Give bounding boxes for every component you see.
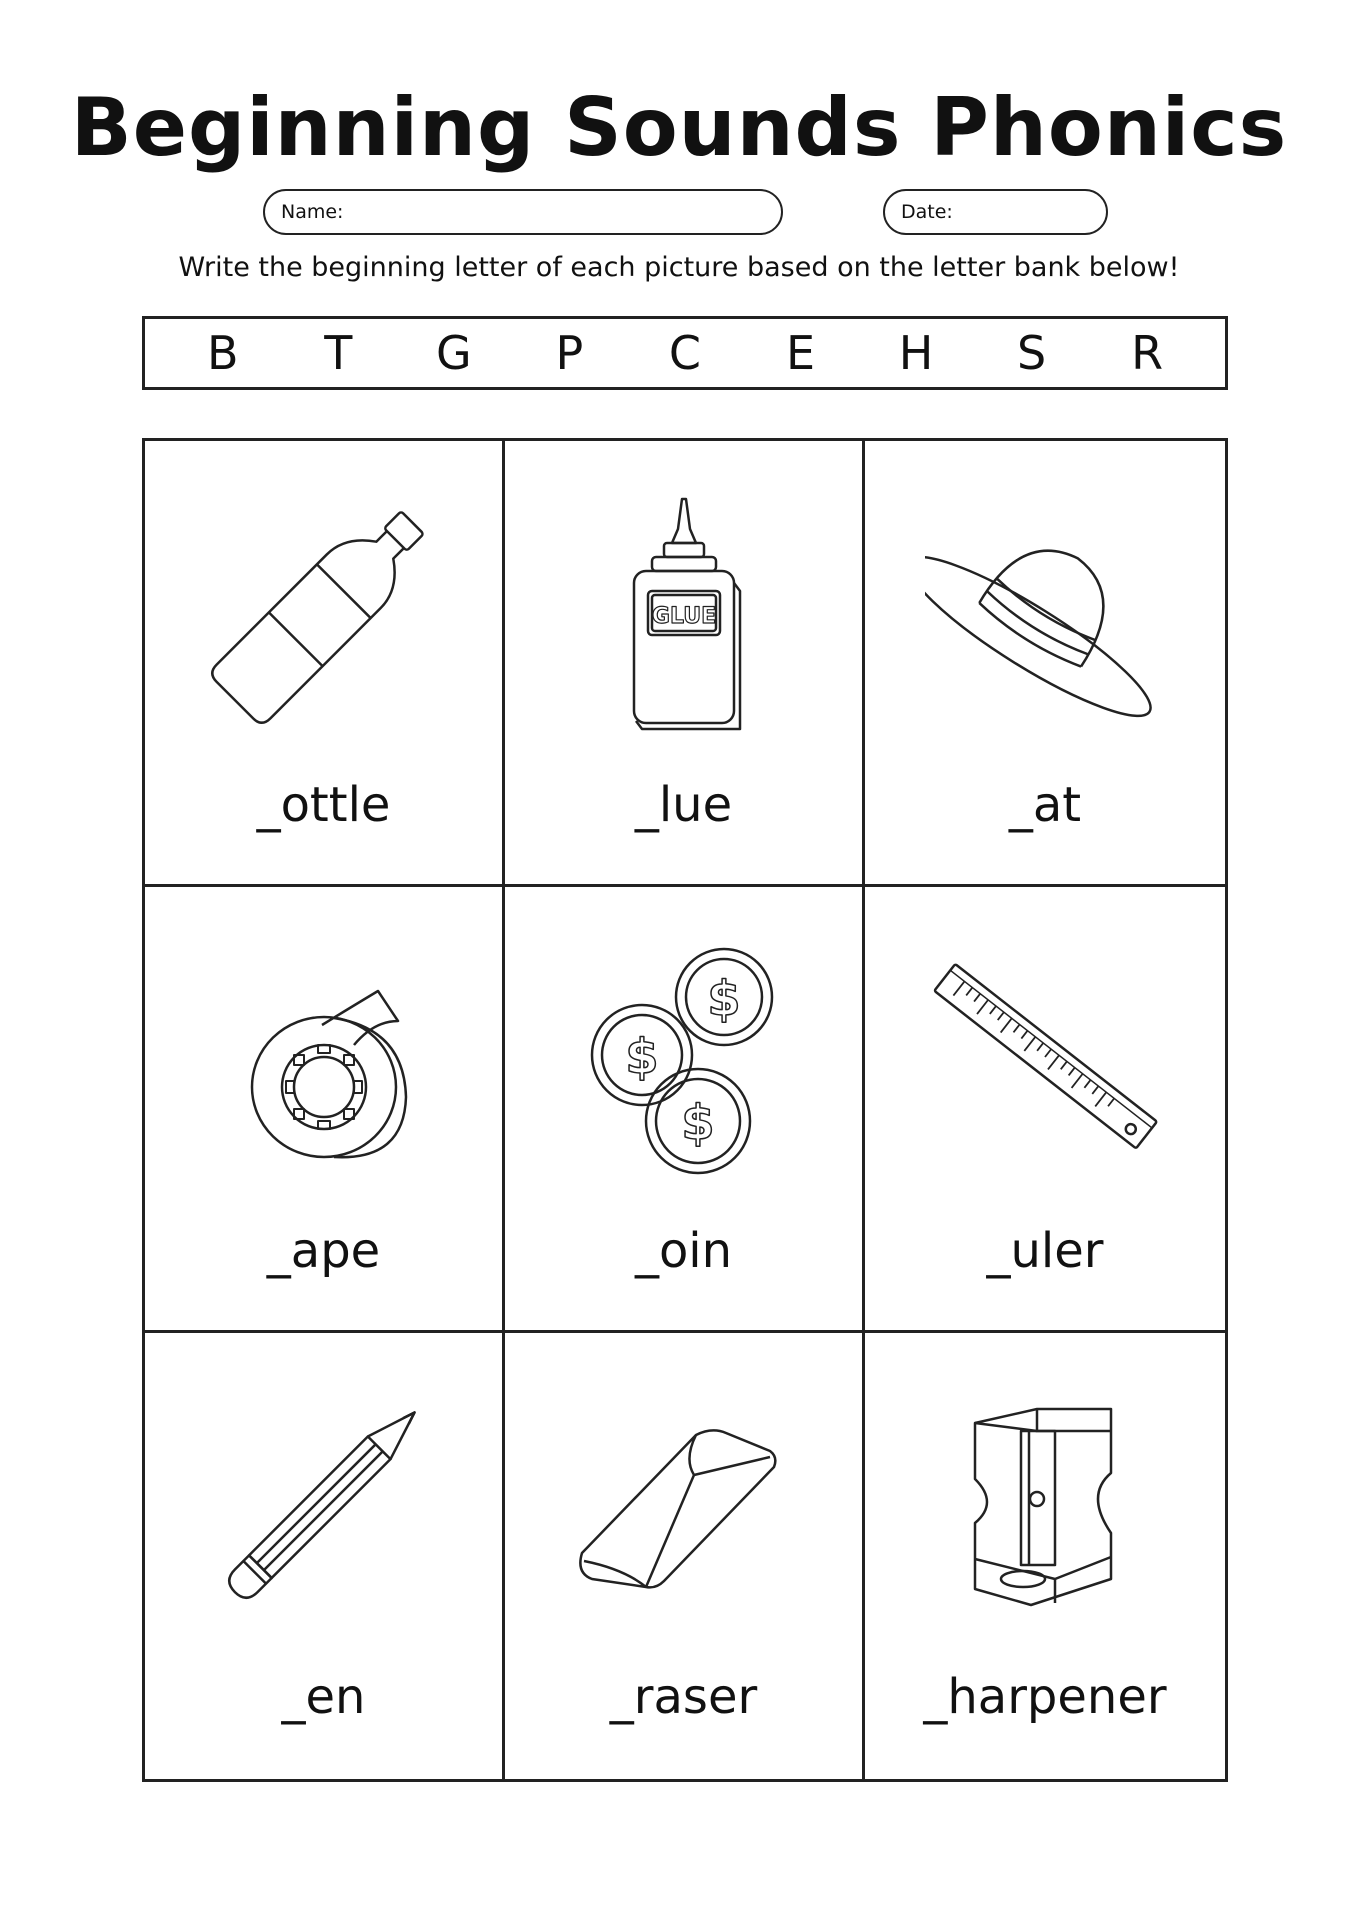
bank-letter: B: [206, 326, 239, 380]
name-field[interactable]: [263, 189, 783, 235]
picture-card: [145, 887, 505, 1333]
picture-card: [865, 887, 1225, 1333]
word-blank: _uler: [986, 1223, 1104, 1279]
picture-card: [145, 1333, 505, 1779]
word-blank: _oin: [634, 1223, 733, 1279]
page-title: Beginning Sounds Phonics: [70, 81, 1288, 174]
word-blank: _ottle: [256, 777, 391, 833]
word-blank: _ape: [266, 1223, 381, 1279]
coin-symbol: $: [624, 1029, 659, 1085]
picture-card: [505, 441, 865, 887]
word-blank: _lue: [634, 777, 733, 833]
letter-bank: [142, 316, 1228, 390]
picture-card: [865, 1333, 1225, 1779]
word-blank: _at: [1008, 777, 1082, 833]
coin-symbol: $: [680, 1095, 715, 1151]
bottle-icon: [204, 491, 444, 731]
picture-card: [865, 441, 1225, 887]
pen-icon: [204, 1383, 444, 1623]
date-label: Date:: [901, 201, 953, 223]
bank-letter: P: [555, 326, 584, 380]
word-blank: _en: [281, 1669, 366, 1725]
picture-card: [505, 1333, 865, 1779]
picture-grid: [142, 438, 1228, 1782]
bank-letter: R: [1131, 326, 1164, 380]
coin-icon: [564, 937, 804, 1177]
glue-label: GLUE: [651, 604, 716, 629]
bank-letter: C: [668, 326, 702, 380]
instructions: Write the beginning letter of each picture based on the letter bank below!: [178, 252, 1180, 283]
date-field[interactable]: [883, 189, 1108, 235]
bank-letter: G: [436, 326, 472, 380]
hat-icon: [925, 491, 1165, 731]
bank-letter: S: [1016, 326, 1047, 380]
bank-letter: E: [785, 326, 816, 380]
tape-icon: [204, 937, 444, 1177]
word-blank: _harpener: [923, 1669, 1167, 1725]
name-label: Name:: [281, 201, 344, 223]
coin-symbol: $: [706, 971, 741, 1027]
bank-letter: H: [898, 326, 934, 380]
eraser-icon: [564, 1383, 804, 1623]
ruler-icon: [925, 937, 1165, 1177]
picture-card: [505, 887, 865, 1333]
picture-card: [145, 441, 505, 887]
bank-letter: T: [324, 326, 353, 380]
sharpener-icon: [925, 1383, 1165, 1623]
glue-icon: [564, 491, 804, 731]
word-blank: _raser: [609, 1669, 758, 1725]
